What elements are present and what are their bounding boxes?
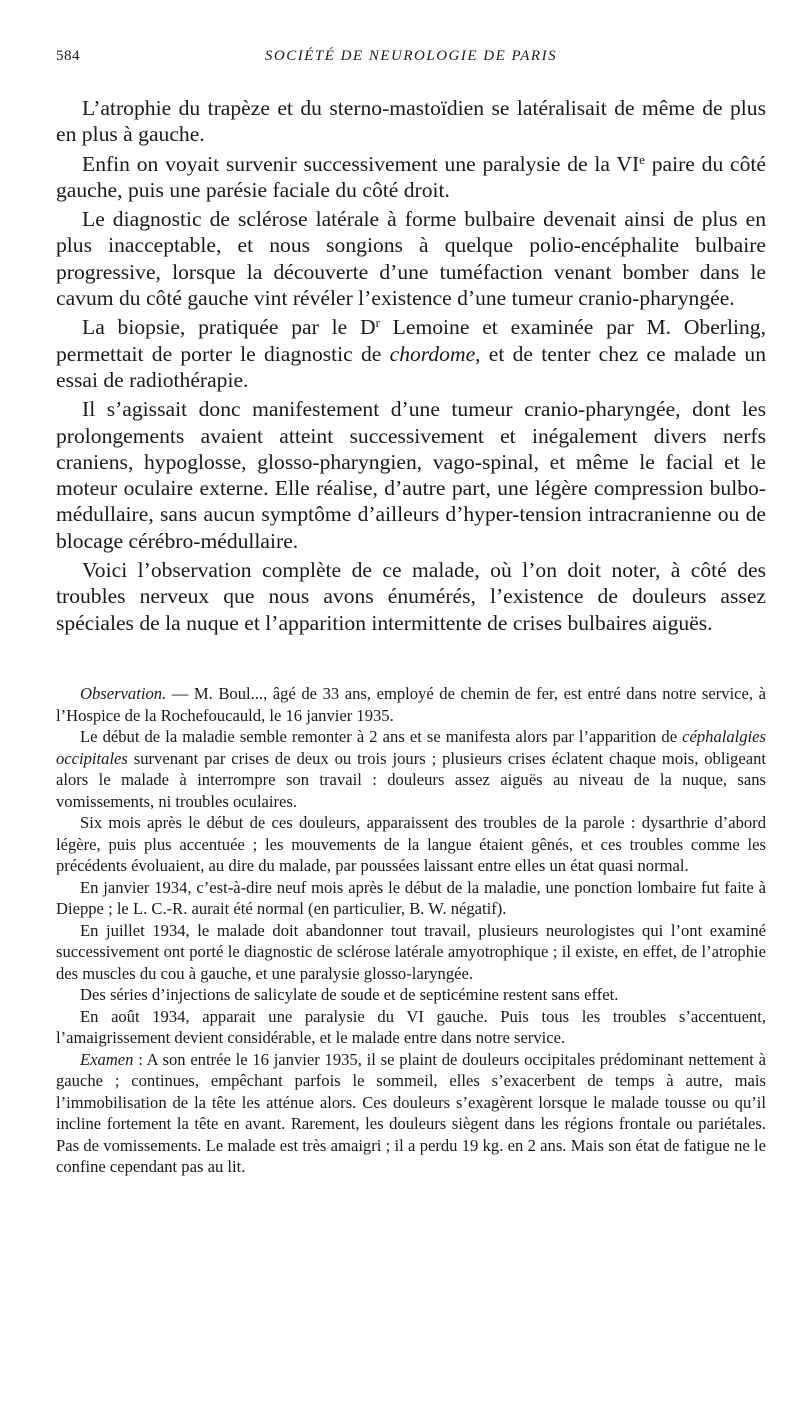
paragraph — [56, 151, 766, 204]
observation-paragraph: Six mois après le début de ces douleurs, apparaissent des troubles de la parole : dysarthrie d’abord légère, puis plus accentuée ; les mouvements de la langue étaient gênés, et ces troubles comme les précédents évoluaient, au dire du malade, par poussées laissant entre elles un état quasi normal. — [56, 813, 766, 875]
text-run: La biopsie, pratiquée par le D — [82, 315, 376, 340]
observation-heading: Observation. — [80, 684, 167, 703]
superscript: r — [375, 315, 380, 331]
examen-heading: Examen — [80, 1049, 134, 1069]
paragraph: Il s’agissait donc manifestement d’une tumeur cranio-pharyngée, dont les prolongements avaient atteint successivement et inégalement divers nerfs craniens, hypoglosse, glosso-pharyngien, vago-spinal, et même le facial et le moteur oculaire externe. Elle réalise, d’autre part, une légère compression bulbo-médullaire, sans aucun symptôme d’ailleurs d’hyper-tension intracranienne ou de blocage cérébro-médullaire. — [56, 397, 766, 553]
paragraph: Voici l’observation complète de ce malade, où l’on doit noter, à côté des troubles nerveux que nous avons énumérés, l’existence de douleurs assez spéciales de la nuque et l’apparition intermittente de crises bulbaires aiguës. — [56, 558, 766, 635]
italic-term: chordome — [389, 341, 476, 366]
page-number: 584 — [56, 48, 80, 64]
observation-paragraph — [56, 683, 766, 726]
text-run: Enfin on voyait survenir successivement une paralysie de la VI — [82, 151, 640, 176]
observation-paragraph — [56, 726, 766, 812]
main-text — [56, 95, 766, 639]
text-run: survenant par crises de deux ou trois jours ; plusieurs crises éclatent chaque mois, obligeant alors le malade à interrompre son travail : douleurs assez aiguës au niveau de la nuque, sans vomissements, ni troubles oculaires. — [56, 748, 766, 811]
text-run: — M. Boul..., âgé de 33 ans, employé de chemin de fer, est entré dans notre service, à l’Hospice de la Rochefoucauld, le 16 janvier 1935. — [56, 684, 766, 725]
italic-term: céphalalgies occipitales — [56, 727, 766, 768]
text-run: : A son entrée le 16 janvier 1935, il se plaint de douleurs occipitales prédominant nettement à gauche ; continues, empêchant parfois le sommeil, elles s’exacerbent de temps à autre, mais l’immobilisation de la tête les atténue alors. Ces douleurs s’exagèrent lorsque le malade tousse ou qu’il incline fortement la tête en avant. Rarement, les douleurs siègent dans les régions frontale ou pariétales. Pas de vomissements. Le malade est très amaigri ; il a perdu 19 kg. en 2 ans. Mais son état de fatigue ne le confine cependant pas au lit. — [56, 1049, 766, 1176]
observation-paragraph — [56, 1049, 766, 1178]
text-run: Lemoine et examinée par M. Oberling, permettait de porter le diagnostic de — [56, 315, 766, 366]
paragraph — [56, 314, 766, 393]
text-run: Le début de la maladie semble remonter à 2 ans et se manifesta alors par l’apparition de — [80, 727, 683, 746]
paragraph: Le diagnostic de sclérose latérale à forme bulbaire devenait ainsi de plus en plus inacceptable, et nous songions à quelque polio-encéphalite bulbaire progressive, lorsque la découverte d’une tuméfaction venant bomber dans le cavum du côté gauche vint révéler l’existence d’une tumeur cranio-pharyngée. — [56, 207, 766, 311]
page-header — [56, 42, 766, 68]
observation-paragraph: En juillet 1934, le malade doit abandonner tout travail, plusieurs neurologistes qui l’ont examiné successivement ont porté le diagnostic de sclérose latérale amyotrophique ; il existe, en effet, de l’atrophie des muscles du cou à gauche, et une paralysie glosso-laryngée. — [56, 920, 766, 983]
observation-paragraph: Des séries d’injections de salicylate de soude et de septicémine restent sans effet. — [80, 985, 619, 1004]
observation-paragraph: En août 1934, apparait une paralysie du VI gauche. Puis tous les troubles s’accentuent, l’amaigrissement devient considérable, et le malade entre dans notre service. — [56, 1006, 766, 1047]
text-run: , et de tenter chez ce malade un essai de radiothérapie. — [56, 341, 766, 392]
text-run: paire du côté gauche, puis une parésie faciale du côté droit. — [56, 151, 766, 202]
observation-section — [56, 683, 766, 1178]
running-title: SOCIÉTÉ DE NEUROLOGIE DE PARIS — [264, 48, 558, 64]
observation-paragraph: En janvier 1934, c’est-à-dire neuf mois après le début de la maladie, une ponction lombaire fut faite à Dieppe ; le L. C.-R. aurait été normal (en particulier, B. W. négatif). — [56, 877, 766, 918]
superscript: e — [639, 151, 645, 167]
paragraph: L’atrophie du trapèze et du sterno-mastoïdien se latéralisait de même de plus en plus à gauche. — [56, 96, 766, 147]
